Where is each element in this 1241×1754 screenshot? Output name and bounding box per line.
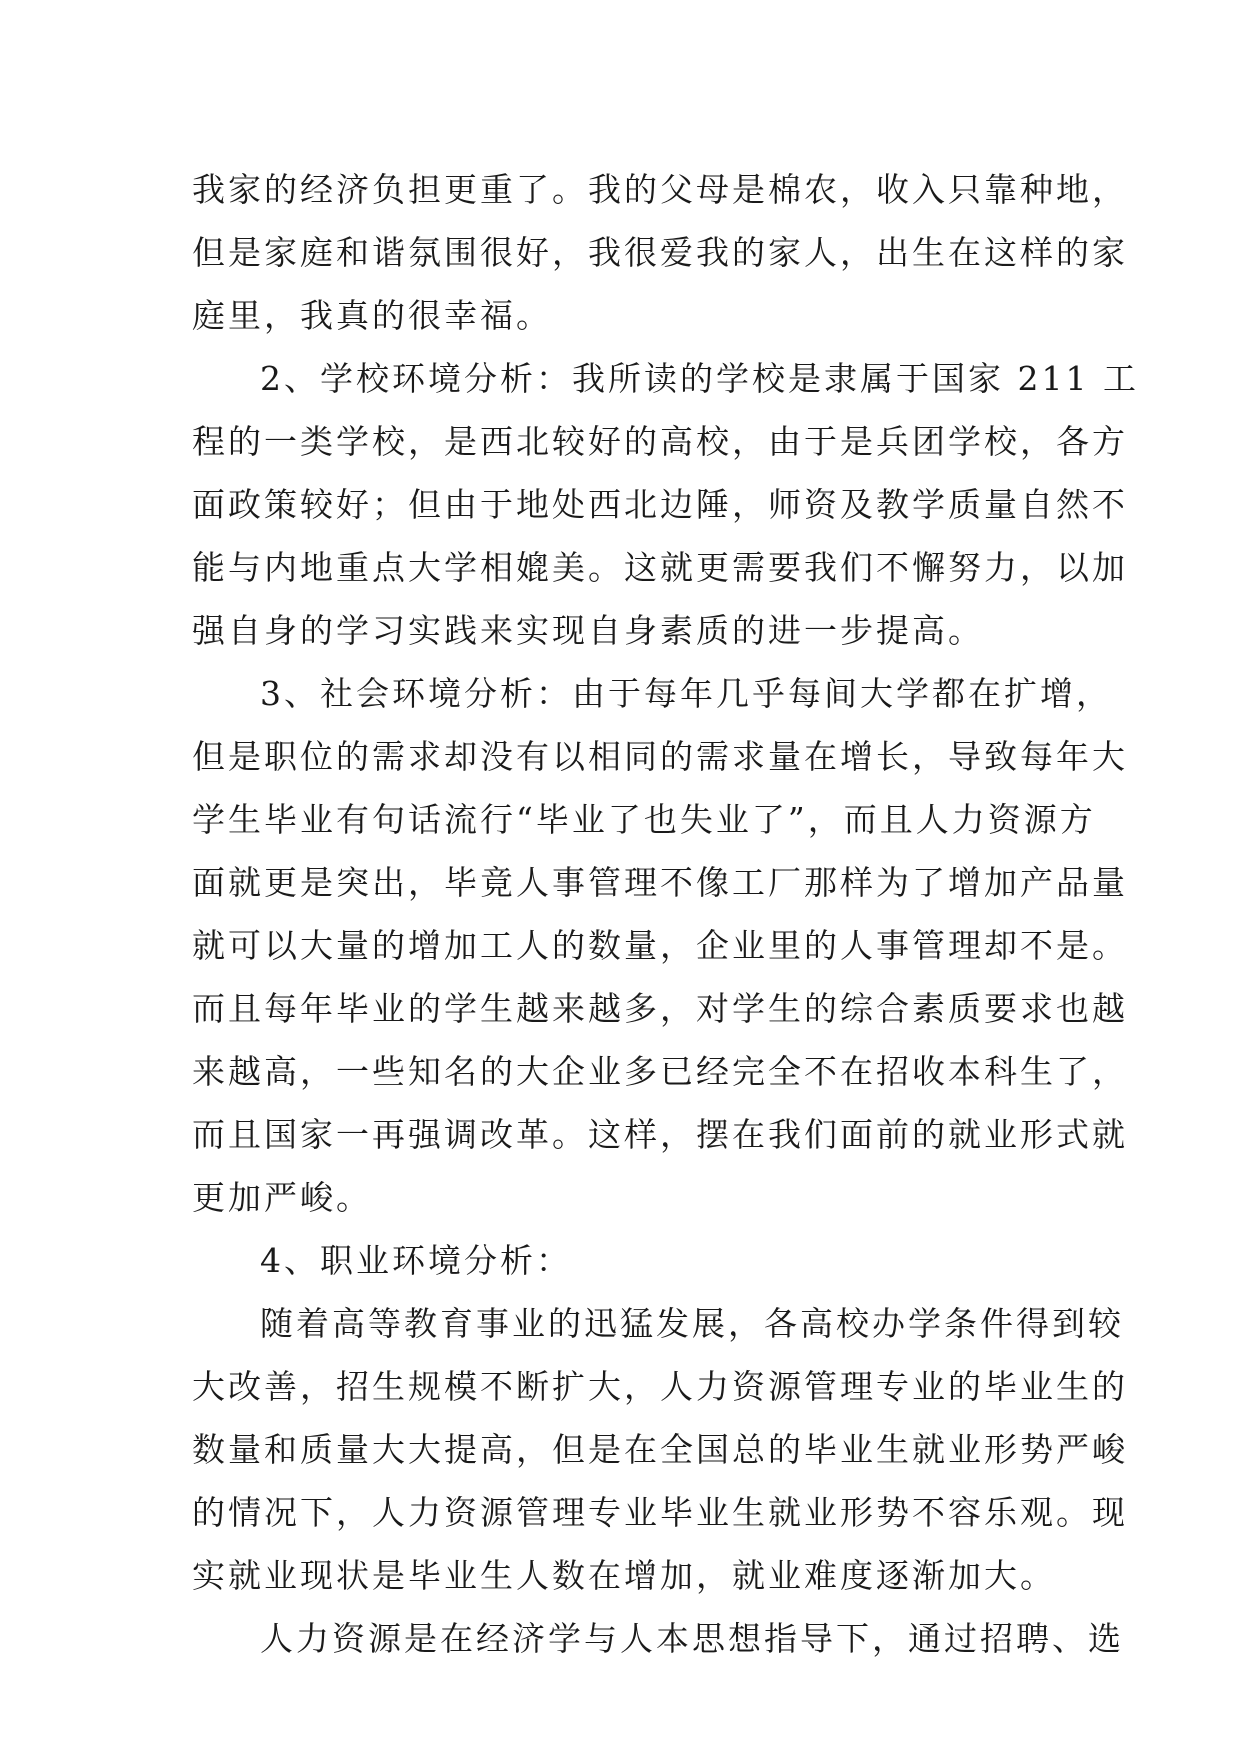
text-line: 强自身的学习实践来实现自身素质的进一步提高。 <box>192 611 984 650</box>
text-line: 4、职业环境分析： <box>260 1241 572 1280</box>
text-line: 程的一类学校，是西北较好的高校，由于是兵团学校，各方 <box>192 422 1128 461</box>
text-line: 学生毕业有句话流行“毕业了也失业了”，而且人力资源方 <box>192 800 1096 839</box>
text-line: 随着高等教育事业的迅猛发展，各高校办学条件得到较 <box>260 1304 1124 1343</box>
text-line: 就可以大量的增加工人的数量，企业里的人事管理却不是。 <box>192 926 1128 965</box>
text-line: 大改善，招生规模不断扩大，人力资源管理专业的毕业生的 <box>192 1367 1128 1406</box>
text-line: 人力资源是在经济学与人本思想指导下，通过招聘、选 <box>260 1619 1124 1658</box>
text-line: 而且每年毕业的学生越来越多，对学生的综合素质要求也越 <box>192 989 1128 1028</box>
text-line: 能与内地重点大学相媲美。这就更需要我们不懈努力，以加 <box>192 548 1128 587</box>
text-line: 庭里，我真的很幸福。 <box>192 296 552 335</box>
text-line: 2、学校环境分析：我所读的学校是隶属于国家 211 工 <box>260 359 1139 398</box>
text-line: 数量和质量大大提高，但是在全国总的毕业生就业形势严峻 <box>192 1430 1128 1469</box>
text-line: 但是职位的需求却没有以相同的需求量在增长，导致每年大 <box>192 737 1128 776</box>
text-line: 而且国家一再强调改革。这样，摆在我们面前的就业形式就 <box>192 1115 1128 1154</box>
text-line: 面就更是突出，毕竟人事管理不像工厂那样为了增加产品量 <box>192 863 1128 902</box>
text-line: 的情况下，人力资源管理专业毕业生就业形势不容乐观。现 <box>192 1493 1128 1532</box>
text-line: 实就业现状是毕业生人数在增加，就业难度逐渐加大。 <box>192 1556 1056 1595</box>
text-line: 我家的经济负担更重了。我的父母是棉农，收入只靠种地， <box>192 170 1128 209</box>
text-line: 3、社会环境分析：由于每年几乎每间大学都在扩增， <box>260 674 1112 713</box>
text-line: 更加严峻。 <box>192 1178 372 1217</box>
text-line: 面政策较好；但由于地处西北边陲，师资及教学质量自然不 <box>192 485 1128 524</box>
text-line: 来越高，一些知名的大企业多已经完全不在招收本科生了， <box>192 1052 1128 1091</box>
text-line: 但是家庭和谐氛围很好，我很爱我的家人，出生在这样的家 <box>192 233 1128 272</box>
body-text <box>192 158 1139 1670</box>
